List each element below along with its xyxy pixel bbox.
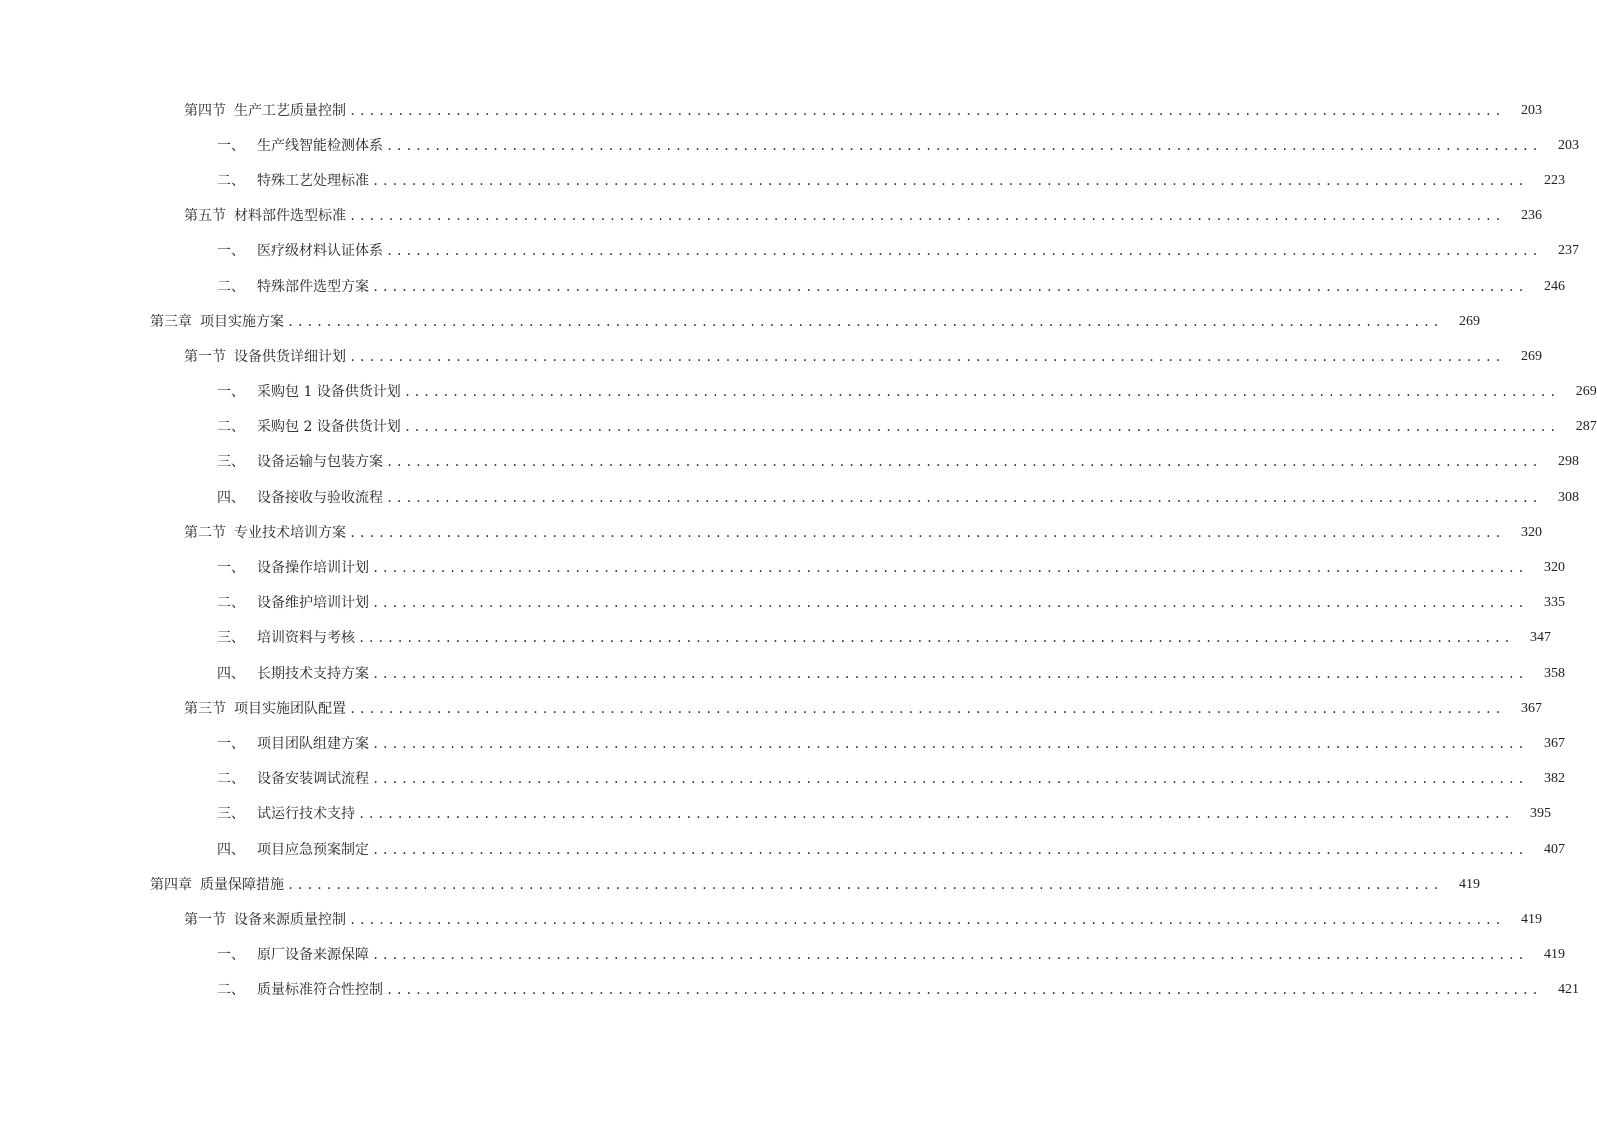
toc-entry[interactable] [0, 867, 1480, 902]
toc-entry-title: 设备操作培训计划 [257, 560, 369, 577]
dot-leader: ........................................................................................................................ [358, 631, 1513, 646]
toc-entry-page-number: 382 [1543, 771, 1565, 787]
toc-entry-label [217, 981, 383, 999]
dot-leader: ........................................................................................................................ [372, 736, 1527, 751]
toc-entry-label [217, 242, 383, 260]
toc-entry-page-number: 287 [1575, 419, 1597, 435]
toc-entry-page-number: 269 [1520, 348, 1542, 364]
toc-entry-title: 项目实施方案 [200, 313, 284, 330]
toc-entry-title: 设备供货详细计划 [234, 348, 346, 365]
toc-entry[interactable] [0, 163, 1565, 198]
table-of-contents [0, 93, 1597, 1008]
toc-entry[interactable] [0, 304, 1480, 339]
toc-entry-page-number: 308 [1557, 489, 1579, 505]
toc-entry-title: 采购包 2 设备供货计划 [257, 419, 401, 436]
toc-entry-label [217, 418, 401, 436]
toc-entry-title: 医疗级材料认证体系 [257, 243, 383, 260]
toc-entry-number: 二、 [217, 771, 245, 788]
toc-entry-page-number: 246 [1543, 278, 1565, 294]
toc-entry-page-number: 203 [1557, 137, 1579, 153]
dot-leader: ........................................................................................................................ [372, 596, 1527, 611]
toc-entry-page-number: 407 [1543, 841, 1565, 857]
toc-entry[interactable] [0, 128, 1579, 163]
toc-entry[interactable] [0, 339, 1542, 374]
toc-entry-page-number: 203 [1520, 102, 1542, 118]
toc-entry-label [217, 137, 383, 155]
dot-leader: ........................................................................................................................ [372, 842, 1527, 857]
dot-leader: ........................................................................................................................ [358, 807, 1513, 822]
dot-leader: ........................................................................................................................ [349, 209, 1504, 224]
toc-entry-page-number: 421 [1557, 982, 1579, 998]
toc-entry-title: 质量保障措施 [200, 876, 284, 893]
toc-entry-label [217, 735, 369, 753]
toc-entry-label [184, 524, 346, 542]
toc-entry-title: 项目团队组建方案 [257, 735, 369, 752]
dot-leader: ........................................................................................................................ [349, 349, 1504, 364]
toc-entry[interactable] [0, 93, 1542, 128]
toc-entry[interactable] [0, 691, 1542, 726]
dot-leader: ........................................................................................................................ [349, 912, 1504, 927]
toc-entry-number: 一、 [217, 735, 245, 752]
toc-entry-label [217, 594, 369, 612]
toc-entry-title: 设备运输与包装方案 [257, 454, 383, 471]
toc-entry-number: 第一节 [184, 911, 226, 928]
toc-entry-number: 第二节 [184, 524, 226, 541]
toc-entry-page-number: 236 [1520, 208, 1542, 224]
toc-entry-title: 项目应急预案制定 [257, 841, 369, 858]
toc-entry[interactable] [0, 410, 1597, 445]
toc-entry-label [184, 911, 346, 929]
toc-entry-label [184, 102, 346, 120]
toc-entry-label [217, 489, 383, 507]
toc-entry-number: 四、 [217, 665, 245, 682]
dot-leader: ........................................................................................................................ [372, 772, 1527, 787]
toc-entry-label [217, 841, 369, 859]
toc-entry-label [217, 172, 369, 190]
toc-entry[interactable] [0, 656, 1565, 691]
dot-leader: ........................................................................................................................ [349, 525, 1504, 540]
toc-entry-title: 设备安装调试流程 [257, 771, 369, 788]
toc-entry-title: 生产工艺质量控制 [234, 102, 346, 119]
toc-entry[interactable] [0, 726, 1565, 761]
toc-entry-label [217, 665, 369, 683]
toc-entry-number: 三、 [217, 806, 245, 823]
toc-entry-number: 第四节 [184, 102, 226, 119]
toc-entry-label [150, 313, 284, 331]
dot-leader: ........................................................................................................................ [349, 701, 1504, 716]
dot-leader: ........................................................................................................................ [403, 385, 1559, 400]
toc-entry-number: 三、 [217, 630, 245, 647]
dot-leader: ........................................................................................................................ [386, 490, 1541, 505]
toc-entry-title: 原厂设备来源保障 [257, 947, 369, 964]
dot-leader: ........................................................................................................................ [349, 103, 1504, 118]
toc-entry-page-number: 320 [1543, 560, 1565, 576]
toc-entry[interactable] [0, 832, 1565, 867]
toc-entry[interactable] [0, 515, 1542, 550]
toc-entry-page-number: 367 [1520, 700, 1542, 716]
toc-entry-label [150, 876, 284, 894]
toc-entry-label [217, 629, 355, 647]
dot-leader: ........................................................................................................................ [386, 244, 1541, 259]
toc-entry-label [217, 453, 383, 471]
toc-entry-label [184, 207, 346, 225]
toc-entry-number: 一、 [217, 560, 245, 577]
toc-entry-number: 四、 [217, 841, 245, 858]
dot-leader: ........................................................................................................................ [386, 983, 1541, 998]
toc-entry-title: 设备维护培训计划 [257, 595, 369, 612]
dot-leader: ........................................................................................................................ [372, 948, 1527, 963]
toc-entry-label [217, 770, 369, 788]
toc-entry-number: 二、 [217, 419, 245, 436]
toc-entry-page-number: 298 [1557, 454, 1579, 470]
toc-entry[interactable] [0, 199, 1542, 234]
toc-entry-label [184, 700, 346, 718]
toc-entry-page-number: 395 [1529, 806, 1551, 822]
toc-entry-number: 二、 [217, 278, 245, 295]
toc-entry-title: 项目实施团队配置 [234, 700, 346, 717]
toc-entry-title: 长期技术支持方案 [257, 665, 369, 682]
toc-entry-number: 第一节 [184, 348, 226, 365]
toc-entry-title: 生产线智能检测体系 [257, 137, 383, 154]
toc-entry-title: 设备来源质量控制 [234, 911, 346, 928]
toc-entry-label [217, 383, 401, 401]
toc-entry-number: 四、 [217, 489, 245, 506]
toc-entry-page-number: 419 [1520, 911, 1542, 927]
toc-entry-number: 第三节 [184, 700, 226, 717]
toc-entry-label [217, 805, 355, 823]
toc-entry[interactable] [0, 445, 1579, 480]
toc-entry-number: 二、 [217, 982, 245, 999]
toc-entry[interactable] [0, 586, 1565, 621]
toc-entry-title: 设备接收与验收流程 [257, 489, 383, 506]
toc-entry-page-number: 335 [1543, 595, 1565, 611]
toc-entry[interactable] [0, 269, 1565, 304]
toc-entry-label [217, 559, 369, 577]
toc-entry-number: 三、 [217, 454, 245, 471]
toc-entry-page-number: 269 [1458, 313, 1480, 329]
toc-entry-page-number: 269 [1575, 384, 1597, 400]
toc-entry-title: 培训资料与考核 [257, 630, 355, 647]
toc-entry-number: 二、 [217, 172, 245, 189]
dot-leader: ........................................................................................................................ [372, 173, 1527, 188]
toc-entry-label [217, 946, 369, 964]
toc-entry-title: 特殊部件选型方案 [257, 278, 369, 295]
dot-leader: ........................................................................................................................ [372, 666, 1527, 681]
toc-entry[interactable] [0, 762, 1565, 797]
toc-entry-title: 特殊工艺处理标准 [257, 172, 369, 189]
toc-entry-label [217, 278, 369, 296]
toc-entry-title: 材料部件选型标准 [234, 208, 346, 225]
toc-entry-title: 试运行技术支持 [257, 806, 355, 823]
toc-entry-page-number: 223 [1543, 172, 1565, 188]
toc-entry-page-number: 419 [1543, 947, 1565, 963]
dot-leader: ........................................................................................................................ [403, 420, 1559, 435]
toc-entry[interactable] [0, 480, 1579, 515]
toc-entry-number: 一、 [217, 947, 245, 964]
toc-entry-title: 专业技术培训方案 [234, 524, 346, 541]
toc-entry-title: 质量标准符合性控制 [257, 982, 383, 999]
toc-entry[interactable] [0, 902, 1542, 937]
dot-leader: ........................................................................................................................ [372, 279, 1527, 294]
toc-entry-number: 一、 [217, 243, 245, 260]
toc-entry[interactable] [0, 938, 1565, 973]
toc-entry-page-number: 358 [1543, 665, 1565, 681]
toc-entry[interactable] [0, 797, 1551, 832]
toc-entry-page-number: 419 [1458, 876, 1480, 892]
toc-entry[interactable] [0, 621, 1551, 656]
toc-entry-number: 第四章 [150, 876, 192, 893]
toc-entry[interactable] [0, 973, 1579, 1008]
toc-entry-label [184, 348, 346, 366]
toc-entry-number: 一、 [217, 137, 245, 154]
dot-leader: ........................................................................................................................ [386, 138, 1541, 153]
toc-entry-page-number: 347 [1529, 630, 1551, 646]
toc-entry-number: 一、 [217, 384, 245, 401]
toc-entry-number: 第三章 [150, 313, 192, 330]
dot-leader: ........................................................................................................................ [287, 877, 1442, 892]
toc-entry-page-number: 320 [1520, 524, 1542, 540]
toc-entry-number: 第五节 [184, 208, 226, 225]
toc-entry[interactable] [0, 375, 1597, 410]
dot-leader: ........................................................................................................................ [287, 314, 1442, 329]
toc-entry[interactable] [0, 234, 1579, 269]
toc-entry[interactable] [0, 550, 1565, 585]
toc-entry-page-number: 237 [1557, 243, 1579, 259]
dot-leader: ........................................................................................................................ [372, 561, 1527, 576]
toc-entry-page-number: 367 [1543, 735, 1565, 751]
toc-entry-number: 二、 [217, 595, 245, 612]
dot-leader: ........................................................................................................................ [386, 455, 1541, 470]
toc-entry-title: 采购包 1 设备供货计划 [257, 384, 401, 401]
